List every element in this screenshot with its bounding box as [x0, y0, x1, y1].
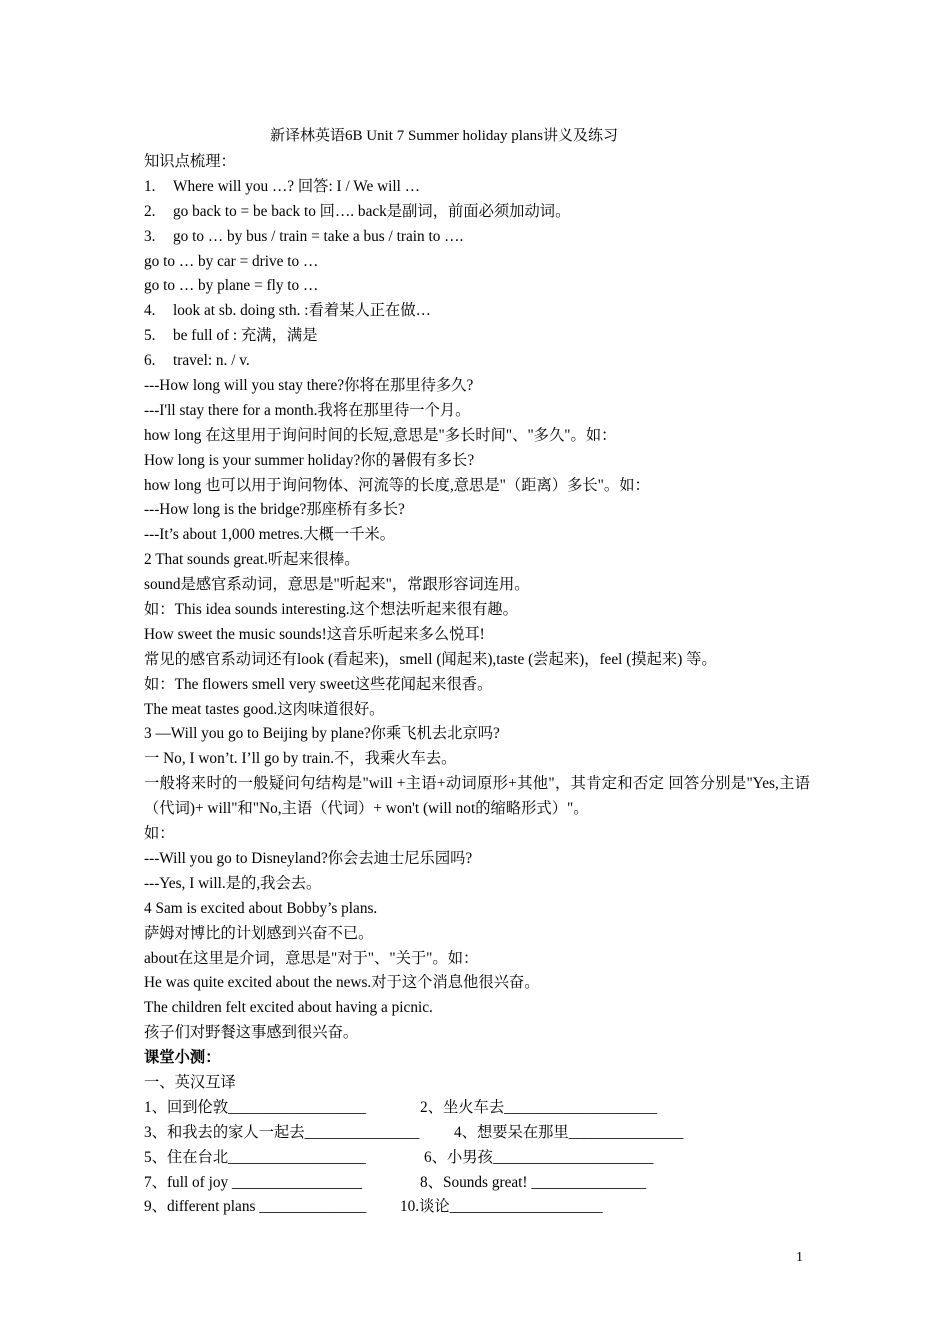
text-line: 2 That sounds great.听起来很棒。: [144, 551, 360, 569]
text-line: ---How long will you stay there?你将在那里待多久?: [144, 377, 474, 395]
text-line: how long 在这里用于询问时间的长短,意思是"多长时间"、"多久"。如：: [144, 426, 617, 444]
text-line: ---Yes, I will.是的,我会去。: [144, 874, 322, 892]
text-line: The children felt excited about having a picnic.: [144, 999, 433, 1017]
quiz-item-2: 2、坐火车去____________________: [420, 1098, 658, 1116]
quiz-item-10: 10.谈论____________________: [400, 1198, 603, 1216]
point-number: 5.: [144, 327, 156, 345]
text-line: how long 也可以用于询问物体、河流等的长度,意思是"（距离）多长"。如：: [144, 476, 650, 494]
quiz-subheading: 一、英汉互译: [144, 1073, 236, 1091]
text-line: go to … by plane = fly to …: [144, 277, 319, 295]
quiz-row: [144, 1171, 810, 1196]
point-number: 2.: [144, 202, 156, 220]
quiz-row: [144, 1096, 810, 1121]
numbered-point: [144, 200, 810, 225]
text-line: How long is your summer holiday?你的暑假有多长?: [144, 451, 475, 469]
section-heading-knowledge: 知识点梳理：: [144, 153, 236, 170]
quiz-item-5: 5、住在台北__________________: [144, 1148, 366, 1166]
text-line: ---I'll stay there for a month.我将在那里待一个月。: [144, 401, 471, 419]
quiz-item-7: 7、full of joy _________________: [144, 1173, 362, 1191]
text-line: 如：: [144, 825, 175, 843]
section-heading-quiz: 课堂小测：: [144, 1049, 221, 1067]
point-text: look at sb. doing sth. :看着某人正在做…: [173, 302, 431, 320]
text-line: sound是感官系动词，意思是"听起来"，常跟形容词连用。: [144, 576, 530, 594]
numbered-point: [144, 175, 810, 200]
quiz-item-1: 1、回到伦敦__________________: [144, 1098, 366, 1116]
text-line: How sweet the music sounds!这音乐听起来多么悦耳!: [144, 625, 485, 643]
quiz-item-8: 8、Sounds great! _______________: [420, 1173, 647, 1191]
point-text: be full of : 充满，满是: [173, 327, 318, 345]
numbered-point: [144, 299, 810, 324]
quiz-item-3: 3、和我去的家人一起去_______________: [144, 1123, 420, 1141]
text-line: ---It’s about 1,000 metres.大概一千米。: [144, 526, 396, 544]
quiz-item-6: 6、小男孩_____________________: [424, 1148, 654, 1166]
text-line: 孩子们对野餐这事感到很兴奋。: [144, 1024, 359, 1042]
point-text: travel: n. / v.: [173, 352, 250, 370]
point-text: go back to = be back to 回…. back是副词，前面必须加动词。: [173, 202, 571, 220]
text-line: 如：The flowers smell very sweet这些花闻起来很香。: [144, 675, 493, 693]
text-line: go to … by car = drive to …: [144, 252, 319, 270]
page-number: 1: [796, 1250, 803, 1265]
quiz-row: [144, 1146, 810, 1171]
text-line: The meat tastes good.这肉味道很好。: [144, 700, 385, 718]
text-line: He was quite excited about the news.对于这个消息他很兴奋。: [144, 974, 540, 992]
document-body: [144, 150, 810, 1220]
point-number: 3.: [144, 227, 156, 245]
text-line: 一 No, I won’t. I’ll go by train.不，我乘火车去。: [144, 750, 457, 768]
quiz-row: [144, 1195, 810, 1220]
quiz-item-9: 9、different plans ______________: [144, 1198, 367, 1216]
text-line: 3 —Will you go to Beijing by plane?你乘飞机去北京吗?: [144, 725, 500, 743]
quiz-row: [144, 1121, 810, 1146]
numbered-point: [144, 349, 810, 374]
text-line: about在这里是介词，意思是"对于"、"关于"。如：: [144, 949, 479, 967]
point-number: 4.: [144, 302, 156, 320]
text-line: 萨姆对博比的计划感到兴奋不已。: [144, 924, 374, 942]
future-tense-rule-paragraph: 一般将来时的一般疑问句结构是"will +主语+动词原形+其他"，其肯定和否定 回答分别是"Yes,主语（代词)+ will"和"No,主语（代词）+ won't (will not的缩略形式）"。: [144, 775, 810, 818]
text-line: 常见的感官系动词还有look (看起来)，smell (闻起来),taste (尝起来)，feel (摸起来) 等。: [144, 650, 717, 668]
point-number: 6.: [144, 352, 156, 370]
point-text: Where will you …? 回答: I / We will …: [173, 177, 421, 195]
numbered-point: [144, 324, 810, 349]
text-line: 如：This idea sounds interesting.这个想法听起来很有趣。: [144, 601, 518, 619]
point-number: 1.: [144, 177, 156, 195]
text-line: ---Will you go to Disneyland?你会去迪士尼乐园吗?: [144, 849, 473, 867]
quiz-item-4: 4、想要呆在那里_______________: [454, 1123, 684, 1141]
text-line: 4 Sam is excited about Bobby’s plans.: [144, 899, 378, 917]
point-text: go to … by bus / train = take a bus / train to ….: [173, 227, 464, 245]
text-line: ---How long is the bridge?那座桥有多长?: [144, 501, 405, 519]
numbered-point: [144, 225, 810, 250]
document-title: 新译林英语6B Unit 7 Summer holiday plans讲义及练习: [270, 128, 618, 144]
